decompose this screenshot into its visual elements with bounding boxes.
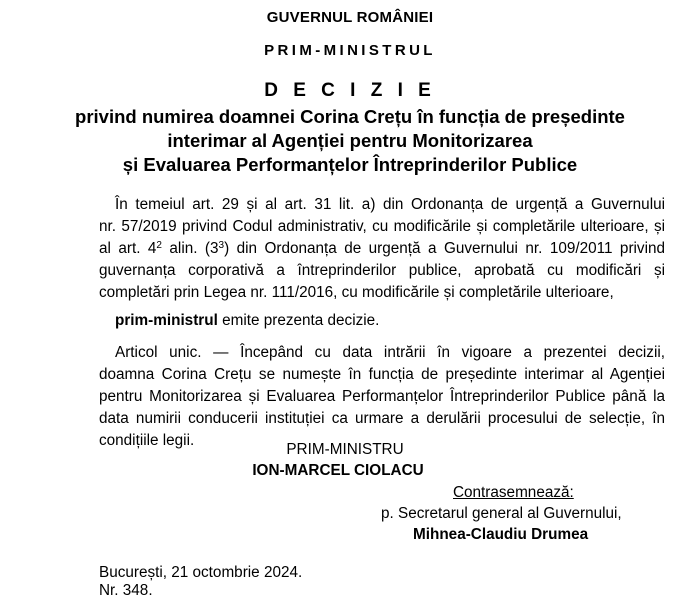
issuer-heading: PRIM-MINISTRUL [264,42,436,59]
legal-basis-line-3-part-b: alin. (3 [161,240,219,257]
legal-basis-paragraph [99,194,665,304]
article-line-5: condițiile legii. [99,432,195,449]
subject-title-line-2: interimar al Agenției pentru Monitorizarea [167,130,533,151]
countersign-label: Contrasemnează: [453,484,574,501]
emits-decision-paragraph [115,312,379,330]
article-line-1: Articol unic. — Începând cu data intrării în vigoare a prezentei decizii, [115,344,665,361]
legal-basis-line-1: În temeiul art. 29 și al art. 31 lit. a) din Ordonanța de urgență a Guvernului [115,196,665,213]
legal-basis-line-4: guvernanța corporativă a întreprinderilor publice, aprobată cu modificări și [99,262,665,279]
superscript-3: 3 [218,240,225,251]
article-line-2: doamna Corina Crețu se numește în funcția de președinte interimar al Agenției [99,366,665,383]
countersign-name: Mihnea-Claudiu Drumea [413,526,589,543]
decision-number: Nr. 348. [99,582,153,599]
single-article-paragraph [99,342,665,452]
legal-basis-line-3-part-a: al art. 4 [99,240,157,257]
signature-name: ION-MARCEL CIOLACU [252,462,424,479]
legal-basis-line-2: nr. 57/2019 privind Codul administrativ, cu modificările și completările ulterioare, și [99,218,665,235]
emits-text: emite prezenta decizie. [217,312,380,329]
legal-basis-line-3 [99,238,665,260]
subject-title-line-3: și Evaluarea Performanțelor Întreprinderilor Publice [122,154,578,175]
legal-basis-line-3-part-c: ) din Ordonanța de urgență a Guvernului nr. 109/2011 privind [224,240,665,257]
article-line-4: data numirii conducerii instituției ca urmare a derulării procesului de selecție, în [99,410,665,427]
superscript-2: 2 [156,240,162,251]
legal-basis-line-5: completări prin Legea nr. 111/2016, cu modificările și completările ulterioare, [99,284,614,301]
government-heading: GUVERNUL ROMÂNIEI [266,9,434,26]
signature-role: PRIM-MINISTRU [286,441,404,458]
emits-issuer-bold: prim-ministrul [115,312,218,329]
article-line-3: pentru Monitorizarea și Evaluarea Performanțelor Întreprinderilor Publice până la [99,388,665,405]
document-type-title: D E C I Z I E [264,80,436,101]
subject-title-line-1: privind numirea doamnei Corina Crețu în funcția de președinte [75,106,625,127]
countersign-role: p. Secretarul general al Guvernului, [381,505,622,522]
place-and-date: București, 21 octombrie 2024. [99,564,303,581]
